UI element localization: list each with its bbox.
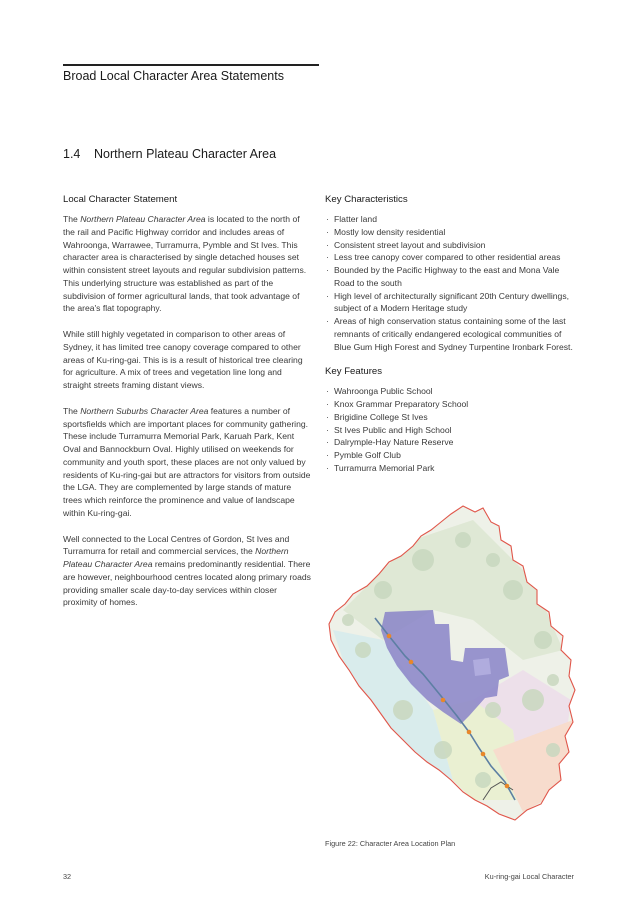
list-item: · Turramurra Memorial Park — [325, 462, 580, 475]
section-number: 1.4 — [63, 147, 81, 161]
features-list — [325, 385, 580, 474]
list-item: · Wahroonga Public School — [325, 385, 580, 398]
list-item: · High level of architecturally significant 20th Century dwellings, subject of a Modern Heritage study — [325, 290, 580, 316]
list-item: · Less tree canopy cover compared to other residential areas — [325, 251, 580, 264]
list-item: · Mostly low density residential — [325, 226, 580, 239]
list-item: · Pymble Golf Club — [325, 449, 580, 462]
list-item: · Bounded by the Pacific Highway to the east and Mona Vale Road to the south — [325, 264, 580, 290]
list-item: · Knox Grammar Preparatory School — [325, 398, 580, 411]
italic-run: Northern Plateau Character Area — [80, 214, 206, 224]
text-run: The — [63, 405, 81, 416]
local-character-heading: Local Character Statement — [63, 194, 178, 205]
characteristics-list — [325, 213, 580, 353]
text-run: is located to the north of the rail and Pacific Highway corridor and includes areas of Wahroonga, Warrawee, Turramurra, Pymble and St Ives. This character area is characterised by single detached houses set within consistent street layouts and regular subdivision patterns. This underlying structure was established as part of the subdivision of former agricultural lands, that took advantage of the area's flat topography. — [63, 214, 307, 314]
section-title: Northern Plateau Character Area — [94, 147, 277, 161]
header-rule — [63, 64, 319, 66]
text-run: Well connected to the Local Centres of Gordon, St Ives and Turramurra for retail and commercial services, the — [63, 533, 290, 557]
list-item: · Dalrymple-Hay Nature Reserve — [325, 436, 580, 449]
paragraph-3 — [63, 405, 311, 520]
page-header-title: Broad Local Character Area Statements — [63, 69, 284, 83]
list-item: · Flatter land — [325, 213, 580, 226]
left-column — [63, 193, 311, 622]
right-column — [325, 193, 580, 487]
paragraph-1 — [63, 213, 311, 315]
publication-title: Ku-ring-gai Local Character — [484, 872, 574, 881]
list-item: · Consistent street layout and subdivision — [325, 239, 580, 252]
text-run: The — [63, 214, 81, 224]
list-item: · St Ives Public and High School — [325, 424, 580, 437]
paragraph-2: While still highly vegetated in comparison to other areas of Sydney, it has limited tree canopy coverage compared to other areas of Ku-ring-gai. This is is a result of historical tree clearing for agriculture. A mix of trees and vegetation line long and straight streets framing distant views. — [63, 329, 303, 390]
paragraph-4 — [63, 533, 311, 610]
list-item: · Areas of high conservation status containing some of the last remnants of critically endangered ecological communities of Blue Gum High Forest and Sydney Turpentine Ironbark Forest. — [325, 315, 580, 353]
character-area-map — [323, 500, 581, 828]
page-number: 32 — [63, 872, 72, 881]
text-run: features a number of sportsfields which are important places for community gathering. These include Turramurra Memorial Park, Karuah Park, Kent Oval and Bannockburn Oval. Highly utilised on weekends for community and youth sport, these places are not only valued by residents of Ku-ring-gai but are attractors for visitors from outside the LGA. They are complemented by large stands of mature trees which reinforce the prominence and value of landscape within Ku-ring-gai. — [63, 405, 311, 518]
map-graphic — [323, 500, 581, 828]
italic-run: Northern Plateau Character Area — [63, 546, 289, 569]
text-run: remains predominantly residential. There are however, neighbourhood centres located along primary roads providing smaller scale day-to-day services within closer proximity of homes. — [63, 559, 311, 608]
list-item: · Brigidine College St Ives — [325, 411, 580, 424]
key-features-heading: Key Features — [325, 366, 383, 378]
italic-run: Northern Suburbs Character Area — [80, 405, 209, 416]
key-characteristics-heading: Key Characteristics — [325, 194, 408, 205]
map-caption: Figure 22: Character Area Location Plan — [325, 839, 456, 848]
section-heading — [63, 147, 276, 161]
